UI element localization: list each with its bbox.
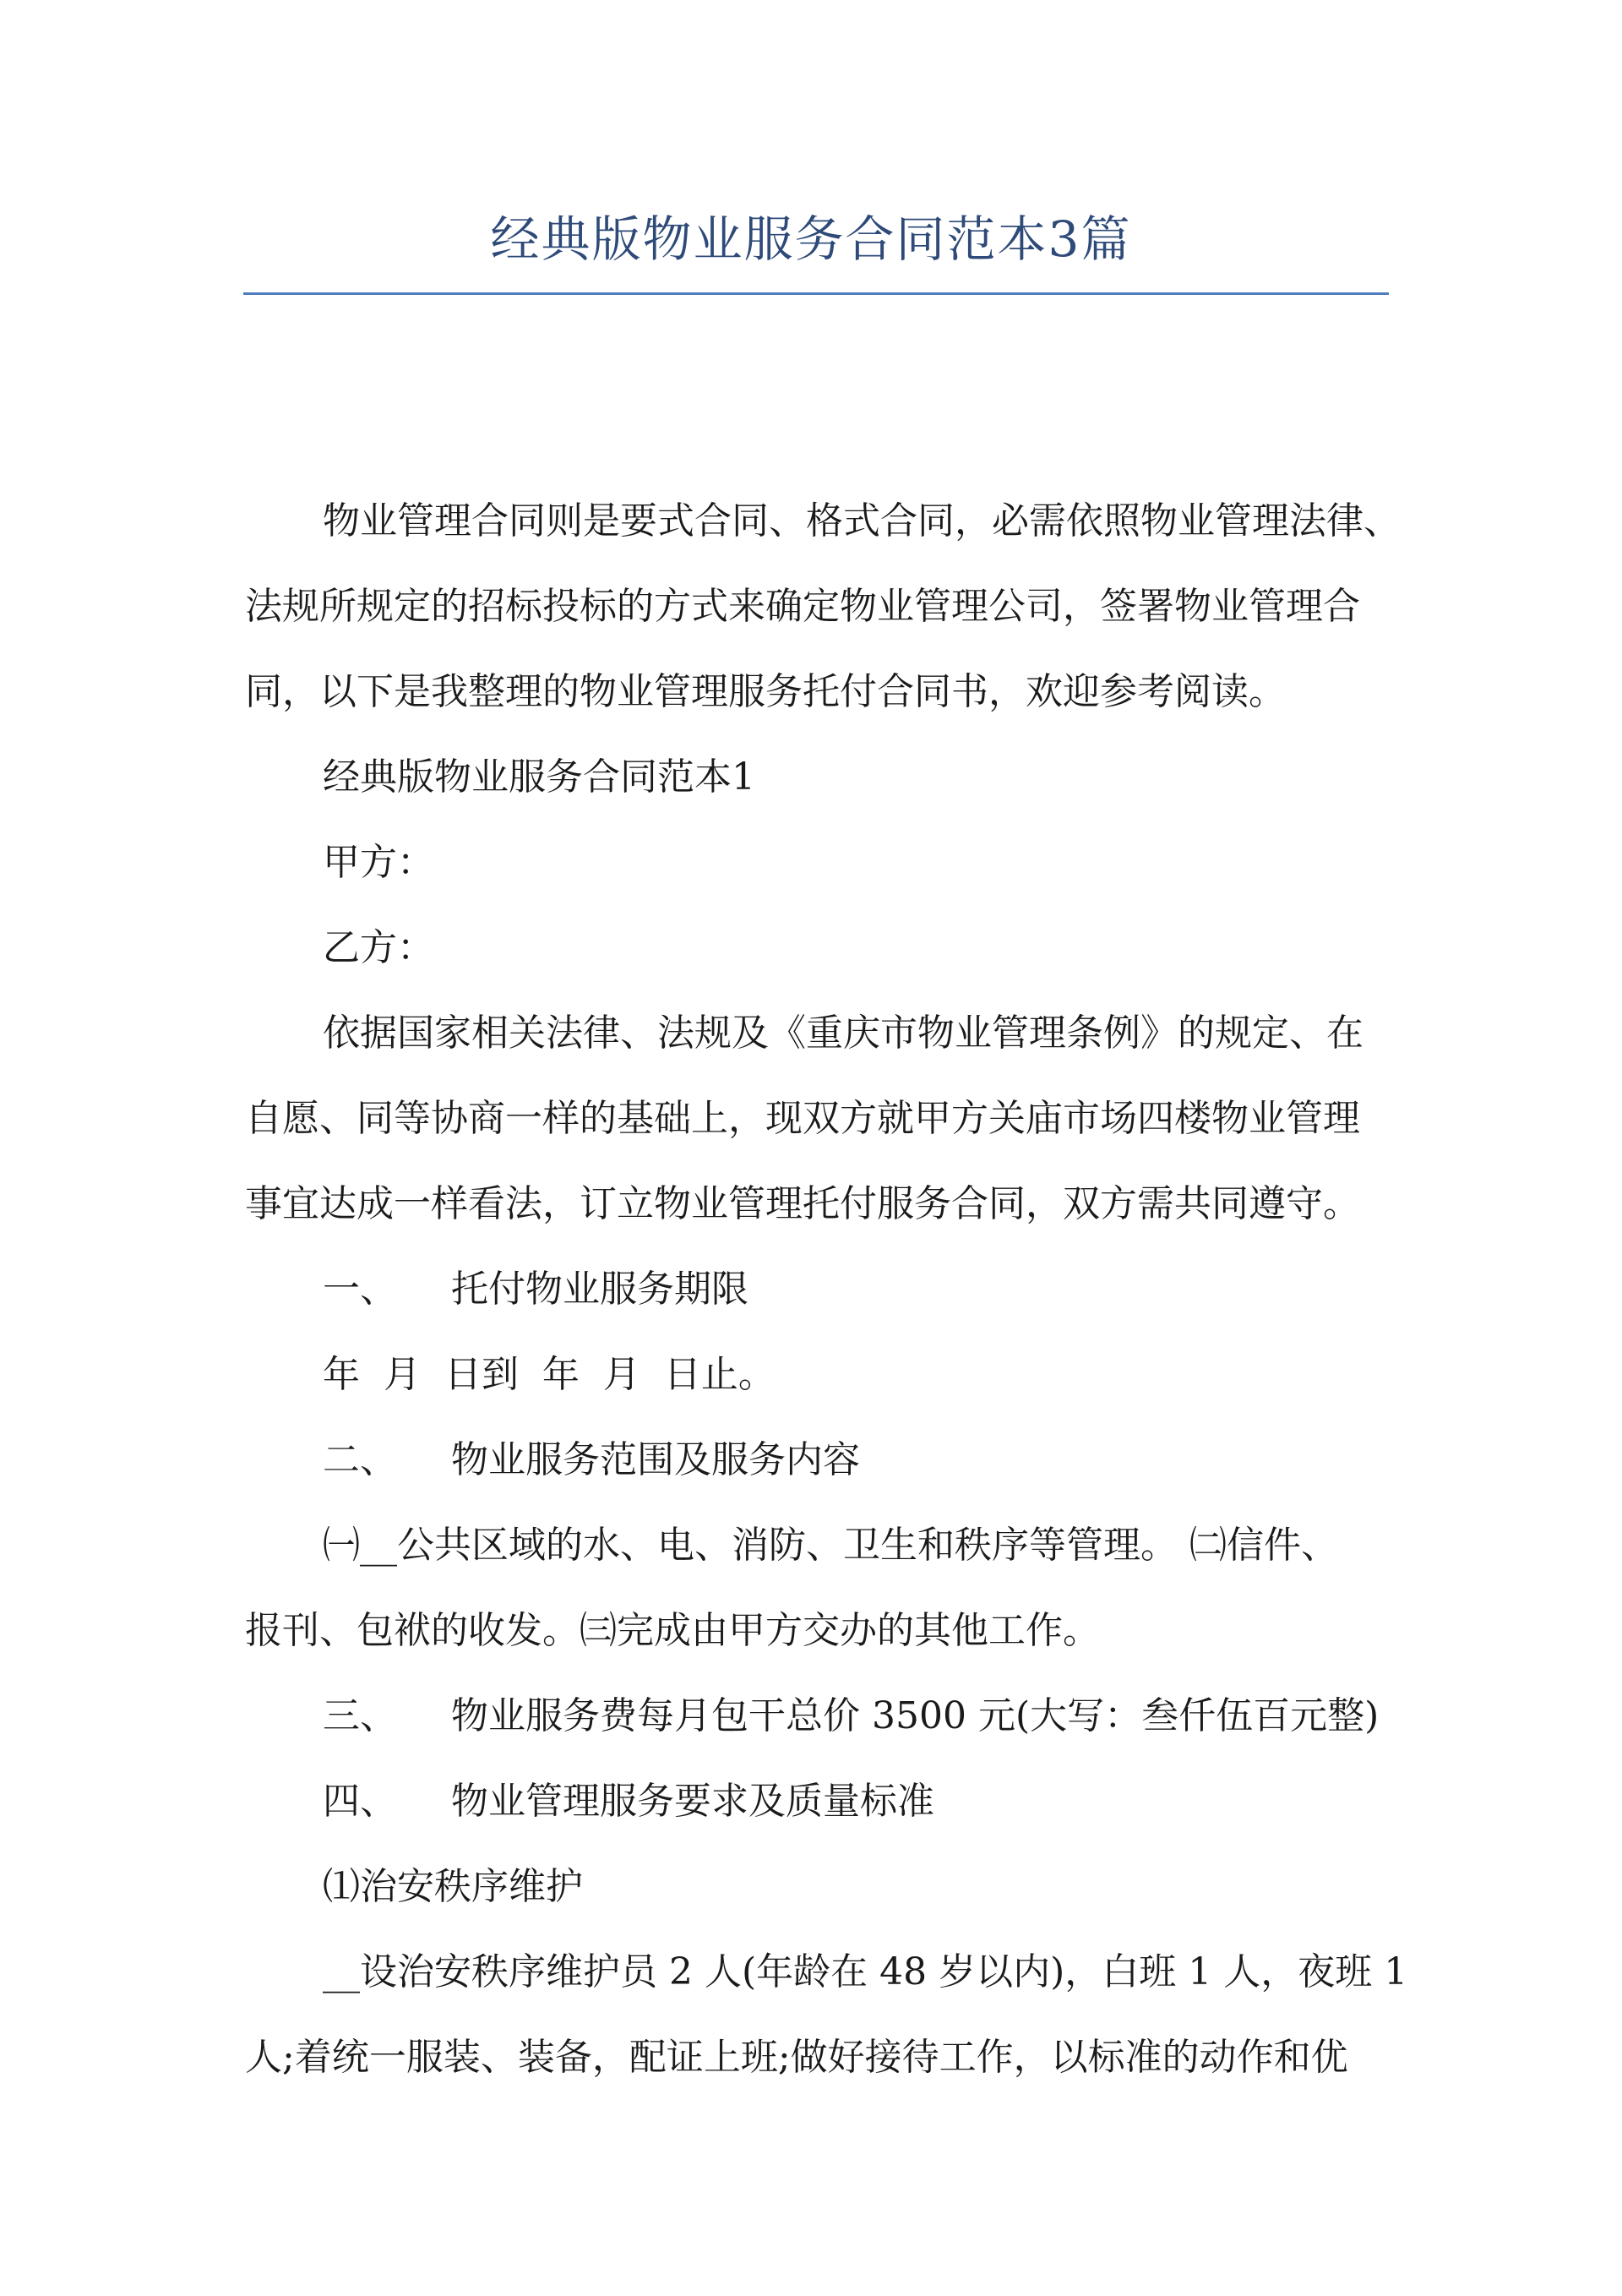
- preamble-line-1: 依据国家相关法律、法规及《重庆市物业管理条例》的规定、在: [323, 1012, 1363, 1055]
- section-2-heading: [245, 1417, 1402, 1502]
- security-line-2: 人;着统一服装、装备，配证上班;做好接待工作，以标准的动作和优: [245, 2036, 1348, 2079]
- section-4-number: 四、: [323, 1780, 397, 1823]
- scope-line-2: 报刊、包袱的收发。㈢完成由甲方交办的其他工作。: [245, 1609, 1100, 1652]
- item-1-heading: ⑴治安秩序维护: [323, 1865, 583, 1908]
- term-line: 年 月 日到 年 月 日止。: [323, 1353, 776, 1396]
- party-b-label: 乙方：: [323, 926, 434, 969]
- contract-heading: 经典版物业服务合同范本1: [323, 755, 755, 799]
- scope-line-1: ㈠__公共区域的水、电、消防、卫生和秩序等管理。 ㈡信件、: [323, 1524, 1338, 1567]
- preamble-line-2: 自愿、同等协商一样的基础上，现双方就甲方关庙市场四楼物业管理: [245, 1097, 1360, 1140]
- section-4-title: 物业管理服务要求及质量标准: [451, 1780, 934, 1823]
- preamble-line-3: 事宜达成一样看法，订立物业管理托付服务合同，双方需共同遵守。: [245, 1182, 1360, 1225]
- section-3-number: 三、: [323, 1694, 397, 1737]
- security-line-1: __设治安秩序维护员 2 人(年龄在 48 岁以内)，白班 1 人，夜班 1: [323, 1950, 1408, 1993]
- section-2-number: 二、: [323, 1438, 397, 1481]
- party-a-label: 甲方：: [323, 841, 434, 884]
- section-3-heading: [245, 1673, 1402, 1759]
- section-1-heading: [245, 1246, 1402, 1332]
- document-title: 经典版物业服务合同范本3篇: [490, 210, 1132, 268]
- section-1-number: 一、: [323, 1268, 397, 1311]
- section-2-title: 物业服务范围及服务内容: [451, 1438, 860, 1481]
- section-4-heading: [245, 1759, 1402, 1844]
- intro-line-1: 物业管理合同则是要式合同、格式合同，必需依照物业管理法律、: [323, 499, 1401, 543]
- title-underline: [243, 292, 1389, 295]
- section-1-title: 托付物业服务期限: [451, 1268, 748, 1311]
- intro-line-2: 法规所规定的招标投标的方式来确定物业管理公司，签署物业管理合: [245, 585, 1360, 628]
- intro-line-3: 同，以下是我整理的物业管理服务托付合同书，欢迎参考阅读。: [245, 670, 1286, 713]
- section-3-title: 物业服务费每月包干总价 3500 元(大写：叁仟伍百元整): [451, 1694, 1380, 1737]
- document-body: [245, 478, 1408, 2100]
